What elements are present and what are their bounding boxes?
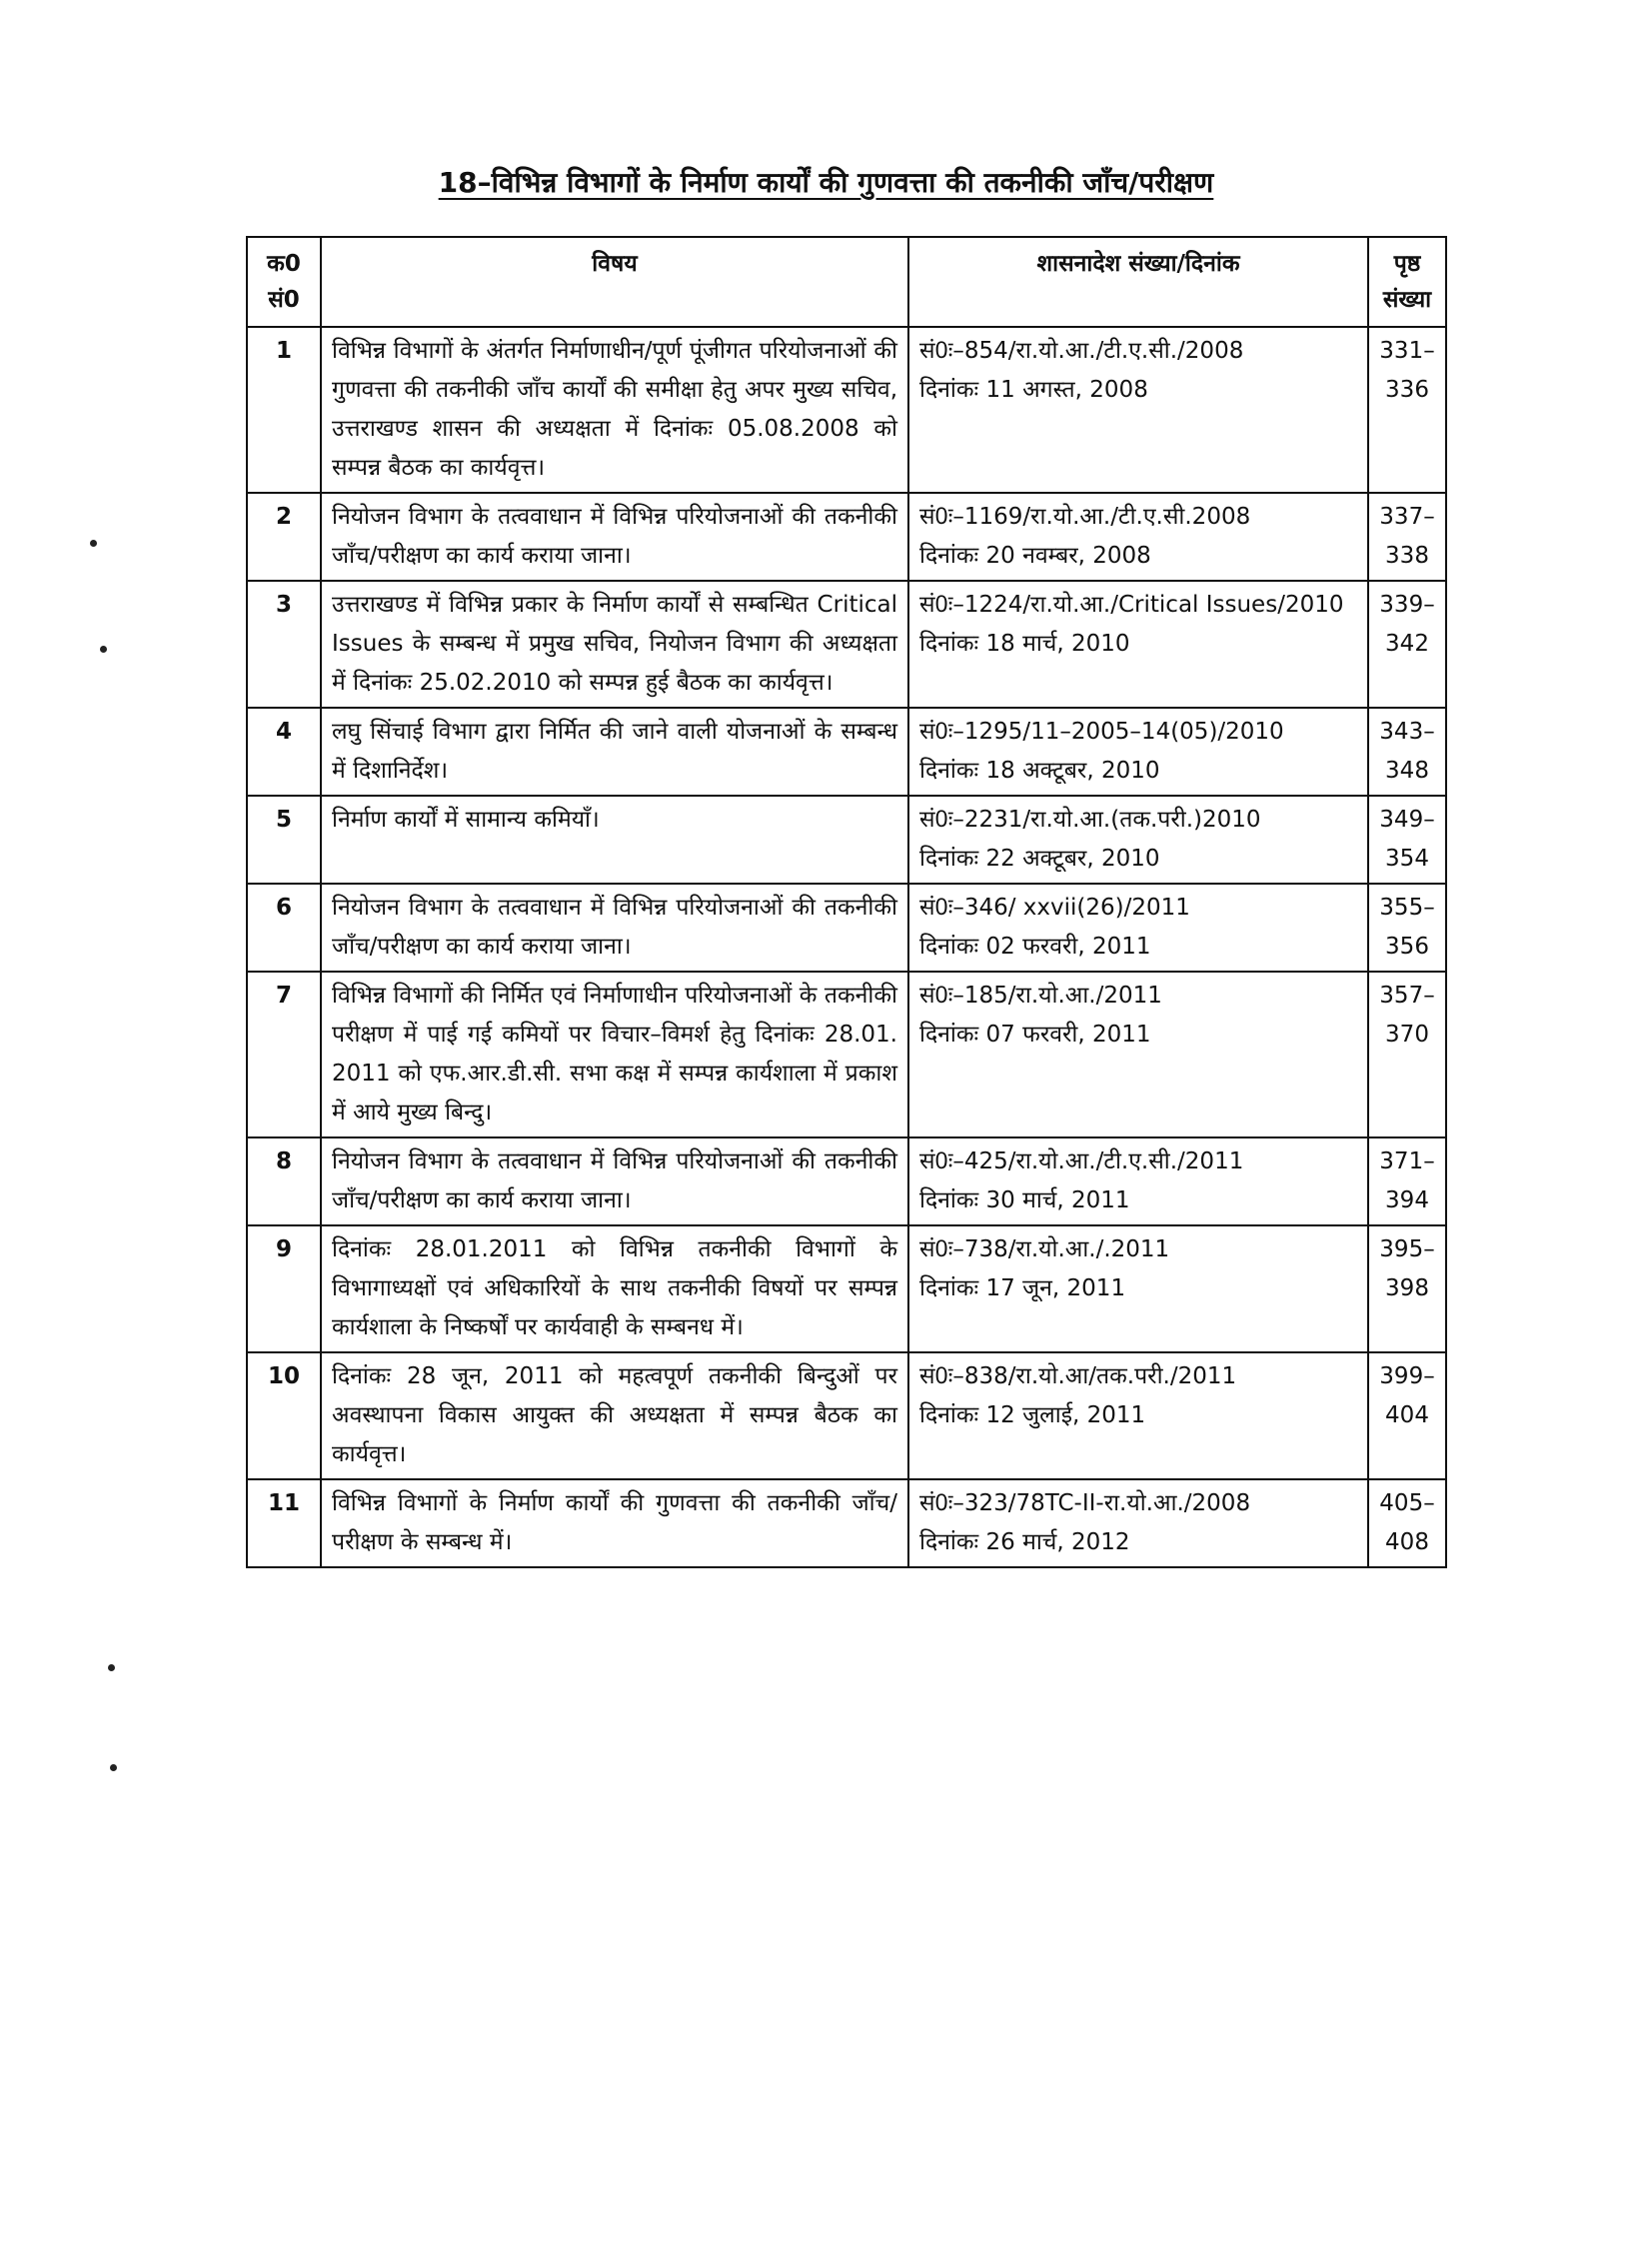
order-number: सं0ः–838/रा.यो.आ/तक.परी./2011 xyxy=(919,1363,1237,1389)
order-number: सं0ः–2231/रा.यो.आ.(तक.परी.)2010 xyxy=(919,807,1261,833)
row-number-text: 10 xyxy=(267,1363,300,1389)
page-range: 355–356 xyxy=(1379,895,1435,960)
row-subject xyxy=(321,493,908,581)
row-subject-text: लघु सिंचाई विभाग द्वारा निर्मित की जाने वाली योजनाओं के सम्बन्ध में दिशानिर्देश। xyxy=(332,719,897,784)
page-range: 357–370 xyxy=(1379,983,1435,1048)
row-number xyxy=(247,493,321,581)
row-number xyxy=(247,708,321,796)
order-number: सं0ः–323/78TC-II-रा.यो.आ./2008 xyxy=(919,1490,1251,1516)
header-order: शासनादेश संख्या/दिनांक xyxy=(908,237,1368,327)
row-number-text: 9 xyxy=(275,1236,292,1262)
row-subject-text: नियोजन विभाग के तत्ववाधान में विभिन्न परियोजनाओं की तकनीकी जाँच/परीक्षण का कार्य कराया जाना। xyxy=(332,1148,897,1213)
order-date: दिनांकः 18 मार्च, 2010 xyxy=(919,631,1130,657)
row-subject-text: निर्माण कार्यों में सामान्य कमियाँ। xyxy=(332,807,600,833)
row-number xyxy=(247,972,321,1137)
row-number xyxy=(247,581,321,708)
table-row xyxy=(247,884,1446,972)
order-date: दिनांकः 18 अक्टूबर, 2010 xyxy=(919,758,1160,784)
row-page xyxy=(1368,493,1446,581)
row-number-text: 6 xyxy=(275,895,292,921)
table-row xyxy=(247,493,1446,581)
row-page xyxy=(1368,1225,1446,1352)
row-page xyxy=(1368,884,1446,972)
row-order xyxy=(908,1479,1368,1567)
row-page xyxy=(1368,1479,1446,1567)
row-subject xyxy=(321,884,908,972)
header-sno: क0 सं0 xyxy=(247,237,321,327)
order-date: दिनांकः 02 फरवरी, 2011 xyxy=(919,934,1151,960)
row-number-text: 3 xyxy=(275,592,292,618)
page-range: 337–338 xyxy=(1379,504,1435,569)
row-number-text: 1 xyxy=(275,338,292,364)
page-range: 395–398 xyxy=(1379,1236,1435,1301)
table-row xyxy=(247,1137,1446,1225)
order-number: सं0ः–185/रा.यो.आ./2011 xyxy=(919,983,1162,1009)
margin-mark xyxy=(100,646,107,653)
table-row xyxy=(247,327,1446,493)
row-subject xyxy=(321,1137,908,1225)
order-date: दिनांकः 12 जुलाई, 2011 xyxy=(919,1402,1146,1428)
page-range: 349–354 xyxy=(1379,807,1435,872)
order-date: दिनांकः 11 अगस्त, 2008 xyxy=(919,377,1148,403)
row-number-text: 4 xyxy=(275,719,292,745)
row-page xyxy=(1368,581,1446,708)
row-number-text: 2 xyxy=(275,504,292,530)
order-number: सं0ः–854/रा.यो.आ./टी.ए.सी./2008 xyxy=(919,338,1244,364)
order-number: सं0ः–346/ xxvii(26)/2011 xyxy=(919,895,1190,921)
table-row xyxy=(247,972,1446,1137)
order-number: सं0ः–1295/11–2005–14(05)/2010 xyxy=(919,719,1284,745)
row-page xyxy=(1368,1137,1446,1225)
orders-table xyxy=(246,236,1447,1568)
order-date: दिनांकः 30 मार्च, 2011 xyxy=(919,1187,1130,1213)
row-subject-text: विभिन्न विभागों के निर्माण कार्यों की गुणवत्ता की तकनीकी जाँच/परीक्षण के सम्बन्ध में। xyxy=(332,1490,897,1555)
row-subject xyxy=(321,327,908,493)
margin-mark xyxy=(110,1764,117,1771)
row-subject-text: दिनांकः 28 जून, 2011 को महत्वपूर्ण तकनीकी बिन्दुओं पर अवस्थापना विकास आयुक्त की अध्यक्षता में सम्पन्न बैठक का कार्यवृत्त। xyxy=(332,1363,897,1467)
order-date: दिनांकः 26 मार्च, 2012 xyxy=(919,1529,1130,1555)
order-number: सं0ः–425/रा.यो.आ./टी.ए.सी./2011 xyxy=(919,1148,1244,1174)
row-order xyxy=(908,1137,1368,1225)
row-subject-text: उत्तराखण्ड में विभिन्न प्रकार के निर्माण कार्यों से सम्बन्धित Critical Issues के सम्बन्ध में प्रमुख सचिव, नियोजन विभाग की अध्यक्षता में दिनांकः 25.02.2010 को सम्पन्न हुई बैठक का कार्यवृत्त। xyxy=(332,592,897,696)
order-number: सं0ः–738/रा.यो.आ./.2011 xyxy=(919,1236,1170,1262)
header-subject: विषय xyxy=(321,237,908,327)
table-row xyxy=(247,796,1446,884)
row-number xyxy=(247,1137,321,1225)
row-order xyxy=(908,884,1368,972)
table-row xyxy=(247,581,1446,708)
row-number xyxy=(247,884,321,972)
row-order xyxy=(908,796,1368,884)
table-row xyxy=(247,1479,1446,1567)
row-number xyxy=(247,1479,321,1567)
row-page xyxy=(1368,796,1446,884)
row-order xyxy=(908,493,1368,581)
row-order xyxy=(908,327,1368,493)
page-range: 399–404 xyxy=(1379,1363,1435,1428)
row-subject xyxy=(321,581,908,708)
row-number-text: 11 xyxy=(267,1490,300,1516)
table-row xyxy=(247,708,1446,796)
table-row xyxy=(247,1225,1446,1352)
row-order xyxy=(908,1352,1368,1479)
order-date: दिनांकः 17 जून, 2011 xyxy=(919,1275,1126,1301)
order-date: दिनांकः 07 फरवरी, 2011 xyxy=(919,1022,1151,1048)
row-subject xyxy=(321,1225,908,1352)
row-subject xyxy=(321,708,908,796)
row-page xyxy=(1368,972,1446,1137)
table-header-row xyxy=(247,237,1446,327)
row-order xyxy=(908,708,1368,796)
row-subject-text: नियोजन विभाग के तत्ववाधान में विभिन्न परियोजनाओं की तकनीकी जाँच/परीक्षण का कार्य कराया जाना। xyxy=(332,504,897,569)
row-number xyxy=(247,796,321,884)
margin-mark xyxy=(108,1664,115,1671)
row-number xyxy=(247,1225,321,1352)
page-range: 405–408 xyxy=(1379,1490,1435,1555)
row-number-text: 5 xyxy=(275,807,292,833)
margin-mark xyxy=(90,540,97,547)
row-page xyxy=(1368,708,1446,796)
table-row xyxy=(247,1352,1446,1479)
row-subject xyxy=(321,972,908,1137)
document-title: 18–विभिन्न विभागों के निर्माण कार्यों की गुणवत्ता की तकनीकी जाँच/परीक्षण xyxy=(438,166,1214,199)
order-number: सं0ः–1224/रा.यो.आ./Critical Issues/2010 xyxy=(919,592,1344,618)
row-subject-text: विभिन्न विभागों के अंतर्गत निर्माणाधीन/पूर्ण पूंजीगत परियोजनाओं की गुणवत्ता की तकनीकी जाँच कार्यों की समीक्षा हेतु अपर मुख्य सचिव, उत्तराखण्ड शासन की अध्यक्षता में दिनांकः 05.08.2008 को सम्पन्न बैठक का कार्यवृत्त। xyxy=(332,338,897,481)
row-subject-text: विभिन्न विभागों की निर्मित एवं निर्माणाधीन परियोजनाओं के तकनीकी परीक्षण में पाई गई कमियों पर विचार–विमर्श हेतु दिनांकः 28.01. 2011 को एफ.आर.डी.सी. सभा कक्ष में सम्पन्न कार्यशाला में प्रकाश में आये मुख्य बिन्दु। xyxy=(332,983,897,1125)
page-range: 331–336 xyxy=(1379,338,1435,403)
row-subject xyxy=(321,1479,908,1567)
page-range: 343–348 xyxy=(1379,719,1435,784)
row-subject xyxy=(321,796,908,884)
order-number: सं0ः–1169/रा.यो.आ./टी.ए.सी.2008 xyxy=(919,504,1251,530)
row-order xyxy=(908,972,1368,1137)
row-page xyxy=(1368,1352,1446,1479)
row-subject xyxy=(321,1352,908,1479)
row-subject-text: नियोजन विभाग के तत्ववाधान में विभिन्न परियोजनाओं की तकनीकी जाँच/परीक्षण का कार्य कराया जाना। xyxy=(332,895,897,960)
row-number-text: 8 xyxy=(275,1148,292,1174)
row-order xyxy=(908,1225,1368,1352)
order-date: दिनांकः 20 नवम्बर, 2008 xyxy=(919,543,1151,569)
header-page: पृष्ठ संख्या xyxy=(1368,237,1446,327)
row-page xyxy=(1368,327,1446,493)
order-date: दिनांकः 22 अक्टूबर, 2010 xyxy=(919,846,1160,872)
page-range: 339–342 xyxy=(1379,592,1435,657)
row-subject-text: दिनांकः 28.01.2011 को विभिन्न तकनीकी विभागों के विभागाध्यक्षों एवं अधिकारियों के साथ तकनीकी विषयों पर सम्पन्न कार्यशाला के निष्कर्षों पर कार्यवाही के सम्बनध में। xyxy=(332,1236,897,1340)
row-order xyxy=(908,581,1368,708)
row-number-text: 7 xyxy=(275,983,292,1009)
row-number xyxy=(247,327,321,493)
row-number xyxy=(247,1352,321,1479)
page-range: 371–394 xyxy=(1379,1148,1435,1213)
